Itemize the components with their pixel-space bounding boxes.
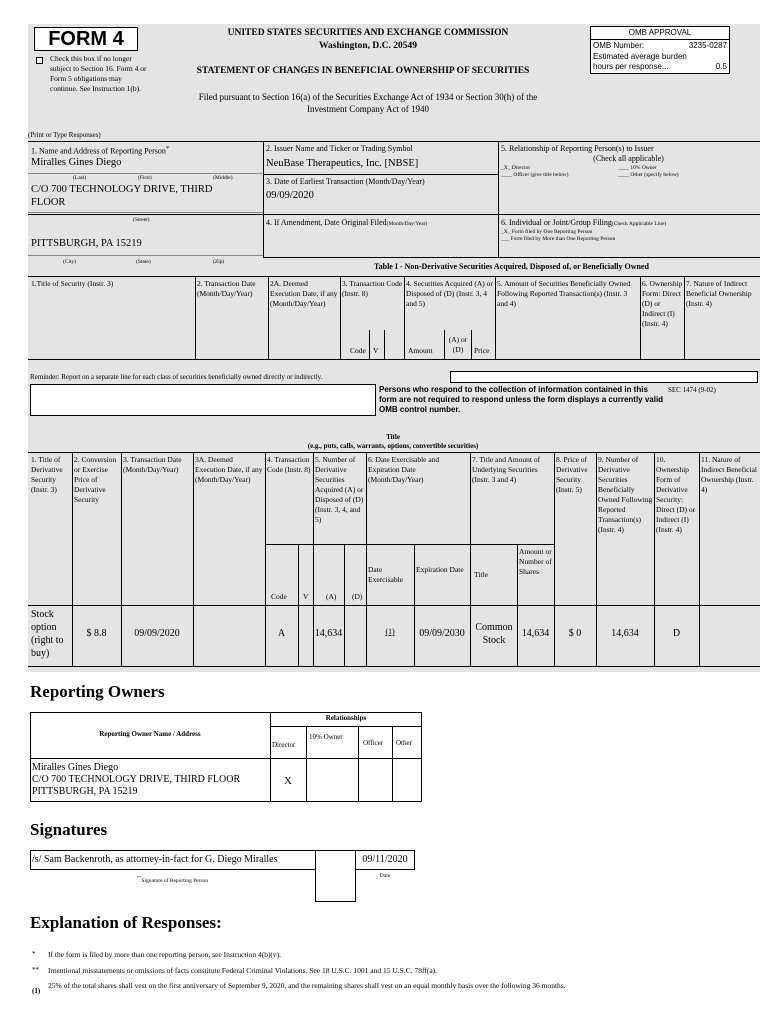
- t1-price: Price: [474, 346, 490, 355]
- t2-c1: 1. Title of Derivative Security (Instr. 3): [31, 455, 63, 494]
- ro-director-mark: X: [284, 775, 292, 787]
- owner10-check: ____ 10% Owner: [618, 165, 657, 171]
- box6-option1: _X_ Form filed by One Reporting Person: [501, 229, 593, 235]
- box1-label: 1. Name and Address of Reporting Person*: [31, 145, 170, 156]
- reporting-person-name: Miralles Gines Diego: [31, 157, 122, 168]
- t2-row-exercisable: (1): [385, 627, 395, 636]
- street-caption: (Street): [133, 217, 150, 223]
- last-caption: (Last): [73, 175, 87, 181]
- t2-row-title: Common Stock: [475, 622, 513, 646]
- note-double-star-text: Intentional misstatements or omissions of facts constitute Federal Criminal Violations. See 18 U.S.C. 1001 and 15 U.S.C. 78ff(a).: [48, 966, 438, 975]
- t1-amount: Amount: [408, 346, 433, 355]
- t2-row-owned: 14,634: [611, 628, 639, 639]
- t2-d: (D): [352, 592, 363, 601]
- t2-v: V: [303, 592, 309, 601]
- signatures-heading: Signatures: [30, 820, 108, 839]
- box5-sub: (Check all applicable): [593, 154, 664, 163]
- street-line1: C/O 700 TECHNOLOGY DRIVE, THIRD: [31, 184, 213, 195]
- t2-c8: 8. Price of Derivative Security (Instr. 5): [556, 455, 588, 494]
- agency-line2: Washington, D.C. 20549: [319, 41, 417, 51]
- t2-c9: 9. Number of Derivative Securities Beneficially Owned Following Reported Transaction(s) (Instr. 4): [598, 455, 653, 534]
- note-double-star-mark: **: [32, 966, 39, 974]
- t2-c3a: 3A. Deemed Execution Date, if any (Month/Day/Year): [195, 455, 263, 484]
- reminder: Reminder: Report on a separate line for each class of securities beneficially owned directly or indirectly.: [30, 373, 323, 381]
- t1-col4: 4. Securities Acquired (A) or Disposed of (D) (Instr. 3, 4 and 5): [406, 279, 493, 308]
- t2-c2: 2. Conversion or Exercise Price of Derivative Security: [74, 455, 117, 504]
- t2-row-price: $ 8.8: [86, 628, 107, 639]
- t2-title: Title: [474, 570, 488, 579]
- t2-exp: Expiration Date: [416, 565, 464, 574]
- ro-owner-line2: C/O 700 TECHNOLOGY DRIVE, THIRD FLOOR: [32, 774, 241, 785]
- t2-row-a: 14,634: [314, 628, 343, 639]
- zip-caption: (Zip): [213, 259, 225, 265]
- t2-a: (A): [326, 592, 337, 601]
- first-caption: (First): [138, 175, 152, 181]
- note-1-text: 25% of the total shares shall vest on the first anniversary of September 9, 2020, and the remaining shares shall vest on an equal monthly basis over the following 36 months.: [48, 981, 566, 990]
- ro-relationships: Relationships: [325, 714, 367, 722]
- t1-col1: 1.Title of Security (Instr. 3): [31, 279, 114, 288]
- street-line2: FLOOR: [31, 197, 66, 208]
- t2-row-form: D: [672, 628, 681, 639]
- t1-code: Code: [350, 346, 366, 355]
- t2-c5: 5. Number of Derivative Securities Acquired (A) or Disposed of (D) (Instr. 3, 4, and 5): [315, 455, 364, 524]
- city-state-zip: PITTSBURGH, PA 15219: [31, 238, 142, 249]
- t1-col2a: 2A. Deemed Execution Date, if any (Month/Day/Year): [270, 279, 338, 308]
- t1-v: V: [373, 346, 379, 355]
- t1-col2: 2. Transaction Date (Month/Day/Year): [197, 279, 256, 298]
- city-caption: (City): [63, 259, 77, 265]
- state-caption: (State): [136, 259, 151, 265]
- signature-date: 09/11/2020: [362, 854, 408, 865]
- reporting-owners-table: [30, 712, 422, 802]
- omb-approval-box: OMB APPROVAL OMB Number: 3235-0287 Estimated average burden hours per response... 0.5: [590, 26, 730, 74]
- note-star-mark: *: [32, 950, 36, 958]
- sec-code: SEC 1474 (9-02): [668, 386, 716, 394]
- reporting-owners-heading: Reporting Owners: [30, 682, 165, 701]
- box2-label: 2. Issuer Name and Ticker or Trading Symbol: [266, 144, 413, 153]
- filed-line1: Filed pursuant to Section 16(a) of the Securities Exchange Act of 1934 or Section 30(h) of the: [198, 92, 538, 102]
- t2-amt: Amount or Number of Shares: [519, 547, 552, 576]
- t2-row-security: Stock option (right to buy): [31, 609, 64, 659]
- ro-other: Other: [396, 739, 412, 747]
- left-blank-box: [30, 384, 376, 416]
- print-type-note: (Print or Type Responses): [28, 131, 101, 139]
- t2-c3: 3. Transaction Date (Month/Day/Year): [123, 455, 182, 474]
- t2-row-amount: 14,634: [521, 628, 550, 639]
- t2-c6: 6. Date Exercisable and Expiration Date (Month/Day/Year): [368, 455, 440, 484]
- table1-title: Table I - Non-Derivative Securities Acquired, Disposed of, or Beneficially Owned: [374, 262, 649, 271]
- box4-label: 4. If Amendment, Date Original Filed(Month/Day/Year): [266, 218, 428, 227]
- signature-caption: **Signature of Reporting Person: [136, 875, 209, 884]
- middle-caption: (Middle): [213, 175, 233, 181]
- t1-aord: (A) or (D): [448, 335, 468, 354]
- earliest-transaction-date: 09/09/2020: [266, 190, 314, 201]
- no-longer-subject-checkbox[interactable]: [36, 57, 43, 64]
- issuer-name: NeuBase Therapeutics, Inc. [NBSE]: [266, 158, 419, 169]
- statement-title: STATEMENT OF CHANGES IN BENEFICIAL OWNERSHIP OF SECURITIES: [196, 66, 530, 76]
- t2-row-der-price: $ 0: [568, 628, 582, 639]
- checkbox-text: Check this box if no longer subject to Section 16. Form 4 or Form 5 obligations may continue. See Instruction 1(b).: [50, 54, 147, 93]
- t1-col3: 3. Transaction Code (Instr. 8): [342, 279, 403, 298]
- signature-block: [30, 850, 415, 902]
- t2-c4: 4. Transaction Code (Instr. 8): [267, 455, 311, 474]
- t2-row-date: 09/09/2020: [134, 628, 180, 639]
- t2-c11: 11. Nature of Indirect Beneficial Ownership (Instr. 4): [701, 455, 758, 494]
- director-check: _X_ Director: [501, 165, 531, 171]
- table2-subtitle: (e.g., puts, calls, warrants, options, convertible securities): [307, 442, 479, 450]
- box6-label: 6. Individual or Joint/Group Filing(Check Applicable Line): [501, 218, 667, 227]
- t2-date-ex: Date Exercisable: [368, 565, 403, 584]
- t1-col7: 7. Nature of Indirect Beneficial Ownership (Instr. 4): [686, 279, 752, 308]
- ro-director: Director: [272, 741, 296, 749]
- note-1-mark: (1): [32, 987, 41, 995]
- ro-owner10: 10% Owner: [309, 733, 343, 741]
- box3-label: 3. Date of Earliest Transaction (Month/Day/Year): [266, 177, 425, 186]
- t2-c10: 10. Ownership Form of Derivative Security: Direct (D) or Indirect (I) (Instr. 4): [656, 455, 696, 534]
- t2-row-code: A: [277, 628, 286, 639]
- officer-check: ____ Officer (give title below): [501, 172, 569, 178]
- form-4-body: [28, 24, 760, 672]
- t1-col5: 5. Amount of Securities Beneficially Owned Following Reported Transaction(s) (Instr. 3 and 4): [497, 279, 631, 308]
- t2-c7: 7. Title and Amount of Underlying Securities (Instr. 3 and 4): [472, 455, 541, 484]
- agency-line1: UNITED STATES SECURITIES AND EXCHANGE COMMISSION: [227, 28, 509, 38]
- explanation-heading: Explanation of Responses:: [30, 913, 222, 932]
- reminder-bar: [450, 371, 758, 383]
- t1-col6: 6. Ownership Form: Direct (D) or Indirect (I) (Instr. 4): [642, 279, 683, 328]
- form-title: FORM 4: [34, 27, 138, 51]
- table2-title: Title: [386, 433, 400, 441]
- ro-owner-line1: Miralles Gines Diego: [32, 762, 119, 773]
- other-check: ____ Other (specify below): [618, 172, 679, 178]
- filed-line2: Investment Company Act of 1940: [307, 104, 429, 114]
- signer-name: /s/ Sam Backenroth, as attorney-in-fact for G. Diego Miralles: [32, 854, 278, 865]
- ro-officer: Officer: [363, 739, 384, 747]
- date-caption: Date: [379, 873, 391, 879]
- ro-owner-line3: PITTSBURGH, PA 15219: [32, 786, 138, 797]
- t2-code: Code: [271, 592, 287, 601]
- persons-notice: Persons who respond to the collection of information contained in this form are not required to respond unless the form displays a currently valid OMB control number.: [379, 385, 664, 414]
- note-star-text: If the form is filed by more than one reporting person, see Instruction 4(b)(v).: [48, 950, 282, 959]
- ro-name-header: Reporting Owner Name / Address: [99, 730, 201, 738]
- box6-option2: ___ Form filed by More than One Reporting Person: [501, 236, 616, 242]
- box5-label: 5. Relationship of Reporting Person(s) to Issuer: [501, 144, 654, 153]
- t2-row-expiration: 09/09/2030: [419, 628, 465, 639]
